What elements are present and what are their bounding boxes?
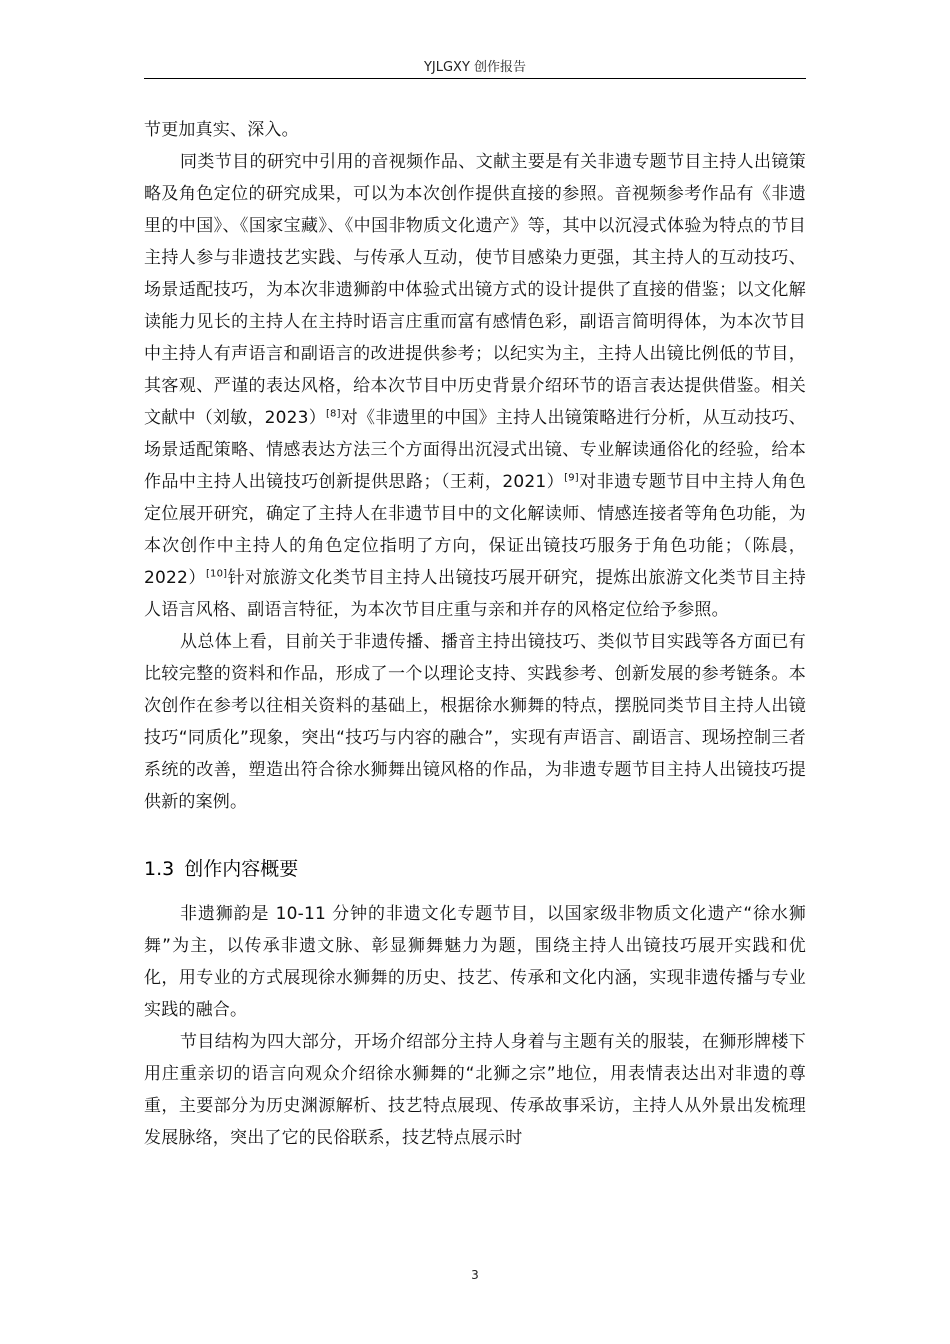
section-title: 创作内容概要 [184, 858, 299, 880]
citation-8: [8] [325, 408, 341, 420]
section-paragraph: 非遗狮韵是 10-11 分钟的非遗文化专题节目，以国家级非物质文化遗产“徐水狮舞”为主，以传承非遗文脉、彰显狮舞魅力为题，围绕主持人出镜技巧展开实践和优化，用专业的方式展现徐水狮舞的历史、技艺、传承和文化内涵，实现非遗传播与专业实践的融合。 [144, 904, 806, 1020]
citation-10: [10] [205, 568, 228, 580]
section-number: 1.3 [144, 858, 175, 880]
page-header: YJLGXY 创作报告 [423, 60, 527, 75]
header-rule [144, 78, 806, 79]
section-paragraph: 节目结构为四大部分，开场介绍部分主持人身着与主题有关的服装，在狮形牌楼下用庄重亲切的语言向观众介绍徐水狮舞的“北狮之宗”地位，用表情表达出对非遗的尊重，主要部分为历史渊源解析、技艺特点展现、传承故事采访，主持人从外景出发梳理发展脉络，突出了它的民俗联系，技艺特点展示时 [144, 1032, 806, 1148]
paragraph-text: 对非遗专题节目中主持人角色定位展开研究，确定了主持人在非遗节目中的文化解读师、情感连接者等角色功能，为本次创作中主持人的角色定位指明了方向，保证出镜技巧服务于角色功能；（陈晨，2022） [144, 472, 806, 588]
paragraph-summary: 从总体上看，目前关于非遗传播、播音主持出镜技巧、类似节目实践等各方面已有比较完整的资料和作品，形成了一个以理论支持、实践参考、创新发展的参考链条。本次创作在参考以往相关资料的基础上，根据徐水狮舞的特点，摆脱同类节目主持人出镜技巧“同质化”现象，突出“技巧与内容的融合”，实现有声语言、副语言、现场控制三者系统的改善，塑造出符合徐水狮舞出镜风格的作品，为非遗专题节目主持人出镜技巧提供新的案例。 [144, 632, 806, 812]
paragraph-text: 同类节目的研究中引用的音视频作品、文献主要是有关非遗专题节目主持人出镜策略及角色定位的研究成果，可以为本次创作提供直接的参照。音视频参考作品有《非遗里的中国》、《国家宝藏》、《中国非物质文化遗产》等，其中以沉浸式体验为特点的节目主持人参与非遗技艺实践、与传承人互动，使节目感染力更强，其主持人的互动技巧、场景适配技巧，为本次非遗狮韵中体验式出镜方式的设计提供了直接的借鉴；以文化解读能力见长的主持人在主持时语言庄重而富有感情色彩，副语言简明得体，为本次节目中主持人有声语言和副语言的改进提供参考；以纪实为主，主持人出镜比例低的节目，其客观、严谨的表达风格，给本次节目中历史背景介绍环节的语言表达提供借鉴。相关文献中（刘敏，2023） [144, 152, 806, 428]
paragraph-text: 对《非遗里的中国》主持人出镜策略进行分析，从互动技巧、场景适配策略、情感表达方法三个方面得出沉浸式出镜、专业解读通俗化的经验，给本作品中主持人出镜技巧创新提供思路；（王莉，2021） [144, 408, 806, 492]
page-number: 3 [471, 1268, 479, 1282]
document-body [144, 114, 806, 1154]
section-heading [144, 854, 806, 884]
paragraph-text: 针对旅游文化类节目主持人出镜技巧展开研究，提炼出旅游文化类节目主持人语言风格、副语言特征，为本次节目庄重与亲和并存的风格定位给予参照。 [144, 568, 807, 620]
citation-9: [9] [564, 472, 579, 484]
paragraph-references [144, 146, 806, 626]
paragraph-continuation: 节更加真实、深入。 [144, 120, 299, 140]
